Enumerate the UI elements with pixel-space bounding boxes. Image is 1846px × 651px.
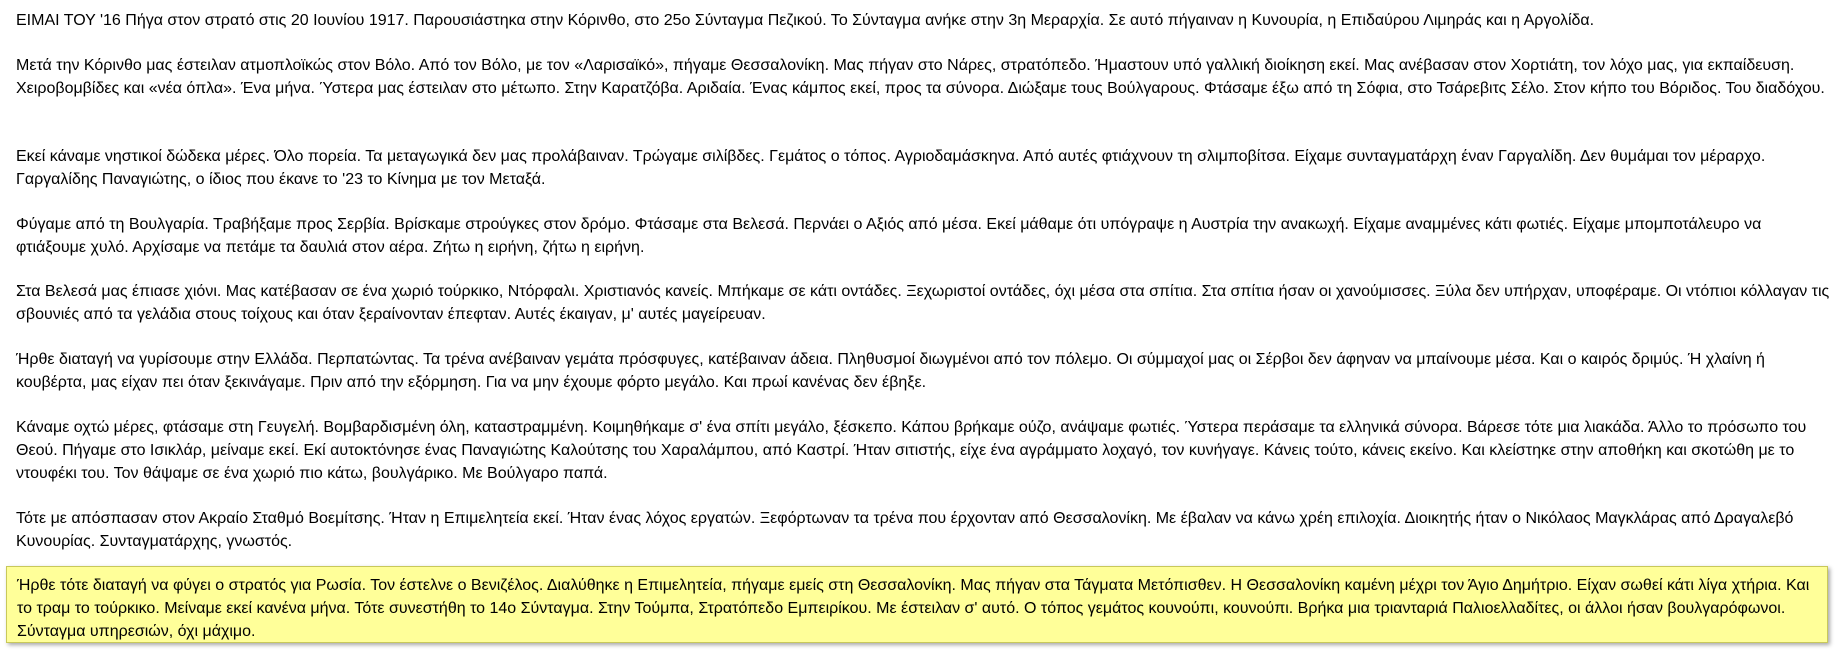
paragraph-2: Μετά την Κόρινθο μας έστειλαν ατμοπλοϊκώς στον Βόλο. Από τον Βόλο, με τον «Λαρισαϊκό», πήγαμε Θεσσαλονίκη. Μας πήγαν στο Νάρες, στρατόπεδο. Ήμαστουν υπό γαλλική διοίκηση εκεί. Μας ανέβασαν στον Χορτιάτη, τον λόχο μας, για εκπαίδευση. Χειροβομβίδες και «νέα όπλα». Ένα μήνα. Ύστερα μας έστειλαν στο μέτωπο. Στην Καρατζόβα. Αριδαία. Ένας κάμπος εκεί, προς τα σύνορα. Διώξαμε τους Βούλγαρους. Φτάσαμε έξω από τη Σόφια, στο Τσάρεβιτς Σέλο. Στον κήπο του Βόριδος. Του διαδόχου. <box>16 57 1825 97</box>
paragraph-8: Τότε με απόσπασαν στον Ακραίο Σταθμό Βοεμίτσης. Ήταν η Επιμελητεία εκεί. Ήταν ένας λόχος εργατών. Ξεφόρτωναν τα τρένα που έρχονταν από Θεσσαλονίκη. Με έβαλαν να κάνω χρέη επιλοχία. Διοικητής ήταν ο Νικόλαος Μαγκλάρας από Δραγαλεβό Κυνουρίας. Συνταγματάρχης, γνωστός. <box>16 510 1794 550</box>
highlighted-paragraph-box <box>6 566 1828 643</box>
paragraph-6: Ήρθε διαταγή να γυρίσουμε στην Ελλάδα. Περπατώντας. Τα τρένα ανέβαιναν γεμάτα πρόσφυγες, κατέβαιναν άδεια. Πληθυσμοί διωγμένοι από τον πόλεμο. Οι σύμμαχοί μας οι Σέρβοι δεν άφηναν να μπαίνουμε μέσα. Και ο καιρός δριμύς. Ή χλαίνη ή κουβέρτα, μας είχαν πει όταν ξεκινάγαμε. Πριν από την εξόρμηση. Για να μην έχουμε φόρτο μεγάλο. Και πρωί κανένας δεν έβηξε. <box>16 351 1765 391</box>
paragraph-5: Στα Βελεσά μας έπιασε χιόνι. Μας κατέβασαν σε ένα χωριό τούρκικο, Ντόρφαλι. Χριστιανός κανείς. Μπήκαμε σε κάτι οντάδες. Ξεχωριστοί οντάδες, όχι μέσα στα σπίτια. Στα σπίτια ήσαν οι χανούμισσες. Ξύλα δεν υπήρχαν, υποφέραμε. Οι ντόπιοι κόλλαγαν τις σβουνιές από τα γελάδια στους τοίχους και όταν ξεραίνονταν έπεφταν. Αυτές έκαιγαν, μ' αυτές μαγείρευαν. <box>16 283 1830 323</box>
paragraph-3: Εκεί κάναμε νηστικοί δώδεκα μέρες. Όλο πορεία. Τα μεταγωγικά δεν μας προλάβαιναν. Τρώγαμε σιλίβδες. Γεμάτος ο τόπος. Αγριοδαμάσκηνα. Από αυτές φτιάχνουν τη σλιμποβίτσα. Είχαμε συνταγματάρχη έναν Γαργαλίδη. Δεν θυμάμαι τον μέραρχο. Γαργαλίδης Παναγιώτης, ο ίδιος που έκανε το '23 το Κίνημα με τον Μεταξά. <box>16 148 1766 188</box>
paragraph-1: ΕΙΜΑΙ ΤΟΥ '16 Πήγα στον στρατό στις 20 Ιουνίου 1917. Παρουσιάστηκα στην Κόρινθο, στο 25ο Σύνταγμα Πεζικού. Το Σύνταγμα ανήκε στην 3η Μεραρχία. Σε αυτό πήγαιναν η Κυνουρία, η Επιδαύρου Λιμηράς και η Αργολίδα. <box>16 12 1595 29</box>
paragraph-4: Φύγαμε από τη Βουλγαρία. Τραβήξαμε προς Σερβία. Βρίσκαμε στρούγκες στον δρόμο. Φτάσαμε στα Βελεσά. Περνάει ο Αξιός από μέσα. Εκεί μάθαμε ότι υπόγραψε η Αυστρία την ανακωχή. Είχαμε αναμμένες κάτι φωτιές. Είχαμε μπομποτάλευρο να φτιάξουμε χυλό. Αρχίσαμε να πετάμε τα δαυλιά στον αέρα. Ζήτω η ειρήνη, ζήτω η ειρήνη. <box>16 216 1762 256</box>
paragraph-7: Κάναμε οχτώ μέρες, φτάσαμε στη Γευγελή. Βομβαρδισμένη όλη, καταστραμμένη. Κοιμηθήκαμε σ' ένα σπίτι μεγάλο, ξέσκεπο. Κάπου βρήκαμε ούζο, ανάψαμε φωτιές. Ύστερα περάσαμε τα ελληνικά σύνορα. Βάρεσε τότε μια λιακάδα. Άλλο το πρόσωπο του Θεού. Πήγαμε στο Ισικλάρ, μείναμε εκεί. Εκί αυτοκτόνησε ένας Παναγιώτης Καλούτσης του Χαραλάμπου, από Καστρί. Ήταν σιτιστής, είχε ένα αγράμματο λοχαγό, τον κυνήγαγε. Κάνεις τούτο, κάνεις εκείνο. Και κλείστηκε στην αποθήκη και σκοτώθη με το ντουφέκι του. Τον θάψαμε σε ένα χωριό πιο κάτω, βουλγάρικο. Με Βούλγαρο παπά. <box>16 419 1807 482</box>
paragraph-9-highlighted: Ήρθε τότε διαταγή να φύγει ο στρατός για Ρωσία. Τον έστελνε ο Βενιζέλος. Διαλύθηκε η Επιμελητεία, πήγαμε εμείς στη Θεσσαλονίκη. Μας πήγαν στα Τάγματα Μετόπισθεν. Η Θεσσαλονίκη καμένη μέχρι τον Άγιο Δημήτριο. Είχαν σωθεί κάτι λίγα χτήρια. Και το τραμ το τούρκικο. Μείναμε εκεί κανένα μήνα. Τότε συνεστήθη το 14ο Σύνταγμα. Στην Τούμπα, Στρατόπεδο Εμπειρίκου. Με έστειλαν σ' αυτό. Ο τόπος γεμάτος κουνούπι, κουνούπι. Βρήκα μια τριανταριά Παλιοελλαδίτες, οι άλλοι ήσαν βουλγαρόφωνοι. Σύνταγμα υπηρεσιών, όχι μάχιμο. <box>17 577 1810 640</box>
